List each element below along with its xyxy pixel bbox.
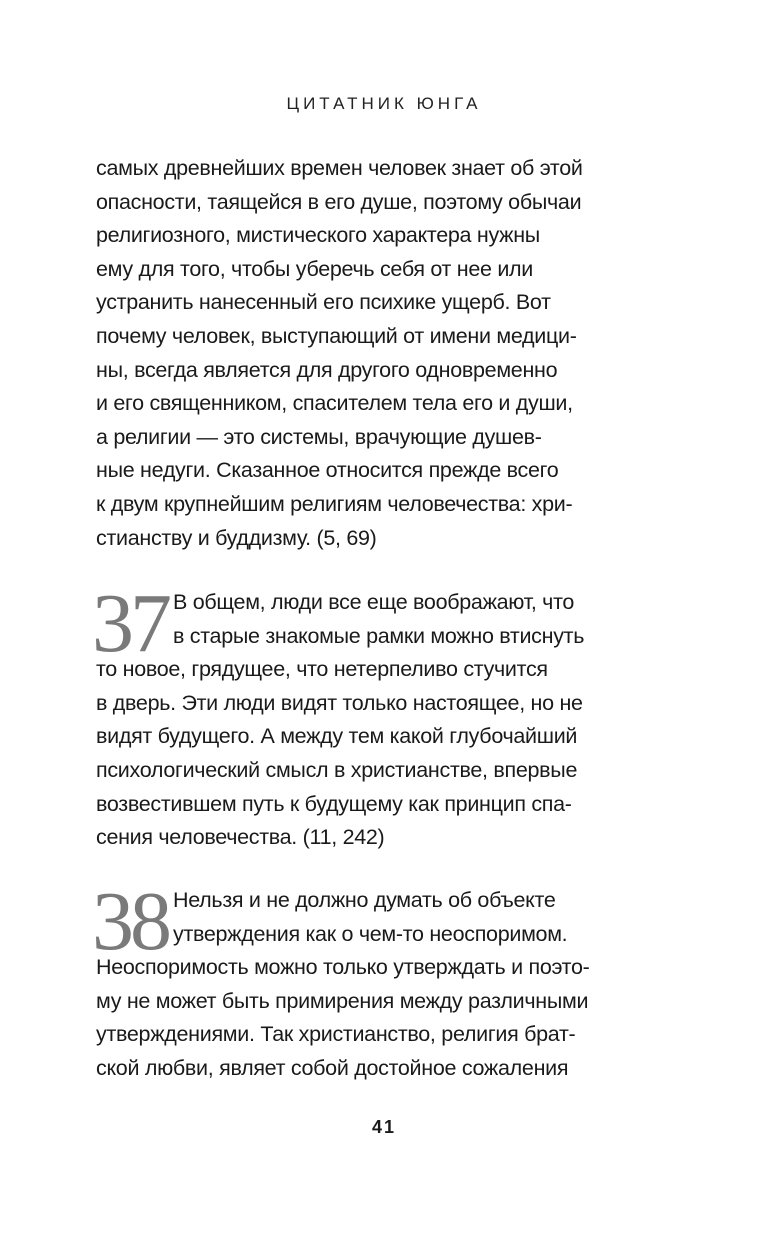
text-line: В общем, люди все еще воображают, что (173, 590, 575, 614)
text-line: ской любви, являет собой достойное сожаления (96, 1055, 569, 1080)
text-line: а религии — это системы, врачующие душев- (96, 424, 542, 449)
text-line: Нельзя и не должно думать об объекте (173, 888, 556, 912)
text-line: и его священником, спасителем тела его и души, (96, 391, 573, 416)
page-number: 41 (371, 1117, 397, 1137)
text-line: в дверь. Эти люди видят только настоящее, но не (96, 690, 583, 715)
quote-number-38: 38 (92, 875, 168, 968)
text-line: ему для того, чтобы уберечь себя от нее или (96, 256, 534, 281)
text-line: ны, всегда является для другого одновременно (96, 357, 558, 382)
quote-number-37: 37 (92, 577, 168, 670)
text-line: возвестившем путь к будущему как принцип спа- (96, 791, 572, 816)
text-line: почему человек, выступающий от имени медици- (96, 323, 577, 348)
text-line: опасности, таящейся в его душе, поэтому обычаи (96, 189, 582, 214)
text-line: устранить нанесенный его психике ущерб. Вот (96, 290, 551, 315)
text-line: сения человечества. (11, 242) (96, 825, 385, 850)
text-line: к двум крупнейшим религиям человечества: хри- (96, 491, 573, 516)
text-line: утверждения как о чем-то неоспоримом. (173, 921, 568, 946)
text-line: Неоспоримость можно только утверждать и поэто- (96, 955, 590, 980)
text-line: ные недуги. Сказанное относится прежде всего (96, 458, 559, 483)
text-line: самых древнейших времен человек знает об этой (96, 156, 583, 180)
text-line: видят будущего. А между тем какой глубочайший (96, 724, 578, 749)
text-line: психологический смысл в христианстве, впервые (96, 757, 578, 782)
text-line: утверждениями. Так христианство, религия брат- (96, 1022, 576, 1047)
text-line: то новое, грядущее, что нетерпеливо стучится (96, 657, 548, 682)
text-line: в старые знакомые рамки можно втиснуть (173, 623, 585, 648)
text-line: му не может быть примирения между различными (96, 988, 589, 1013)
quote-38-paragraph (96, 884, 696, 1086)
text-line: религиозного, мистического характера нужны (96, 223, 540, 248)
continuation-paragraph (96, 152, 696, 555)
quote-37-paragraph (96, 586, 696, 855)
text-line: стианству и буддизму. (5, 69) (96, 525, 377, 550)
running-header: ЦИТАТНИК ЮНГА (286, 94, 482, 113)
